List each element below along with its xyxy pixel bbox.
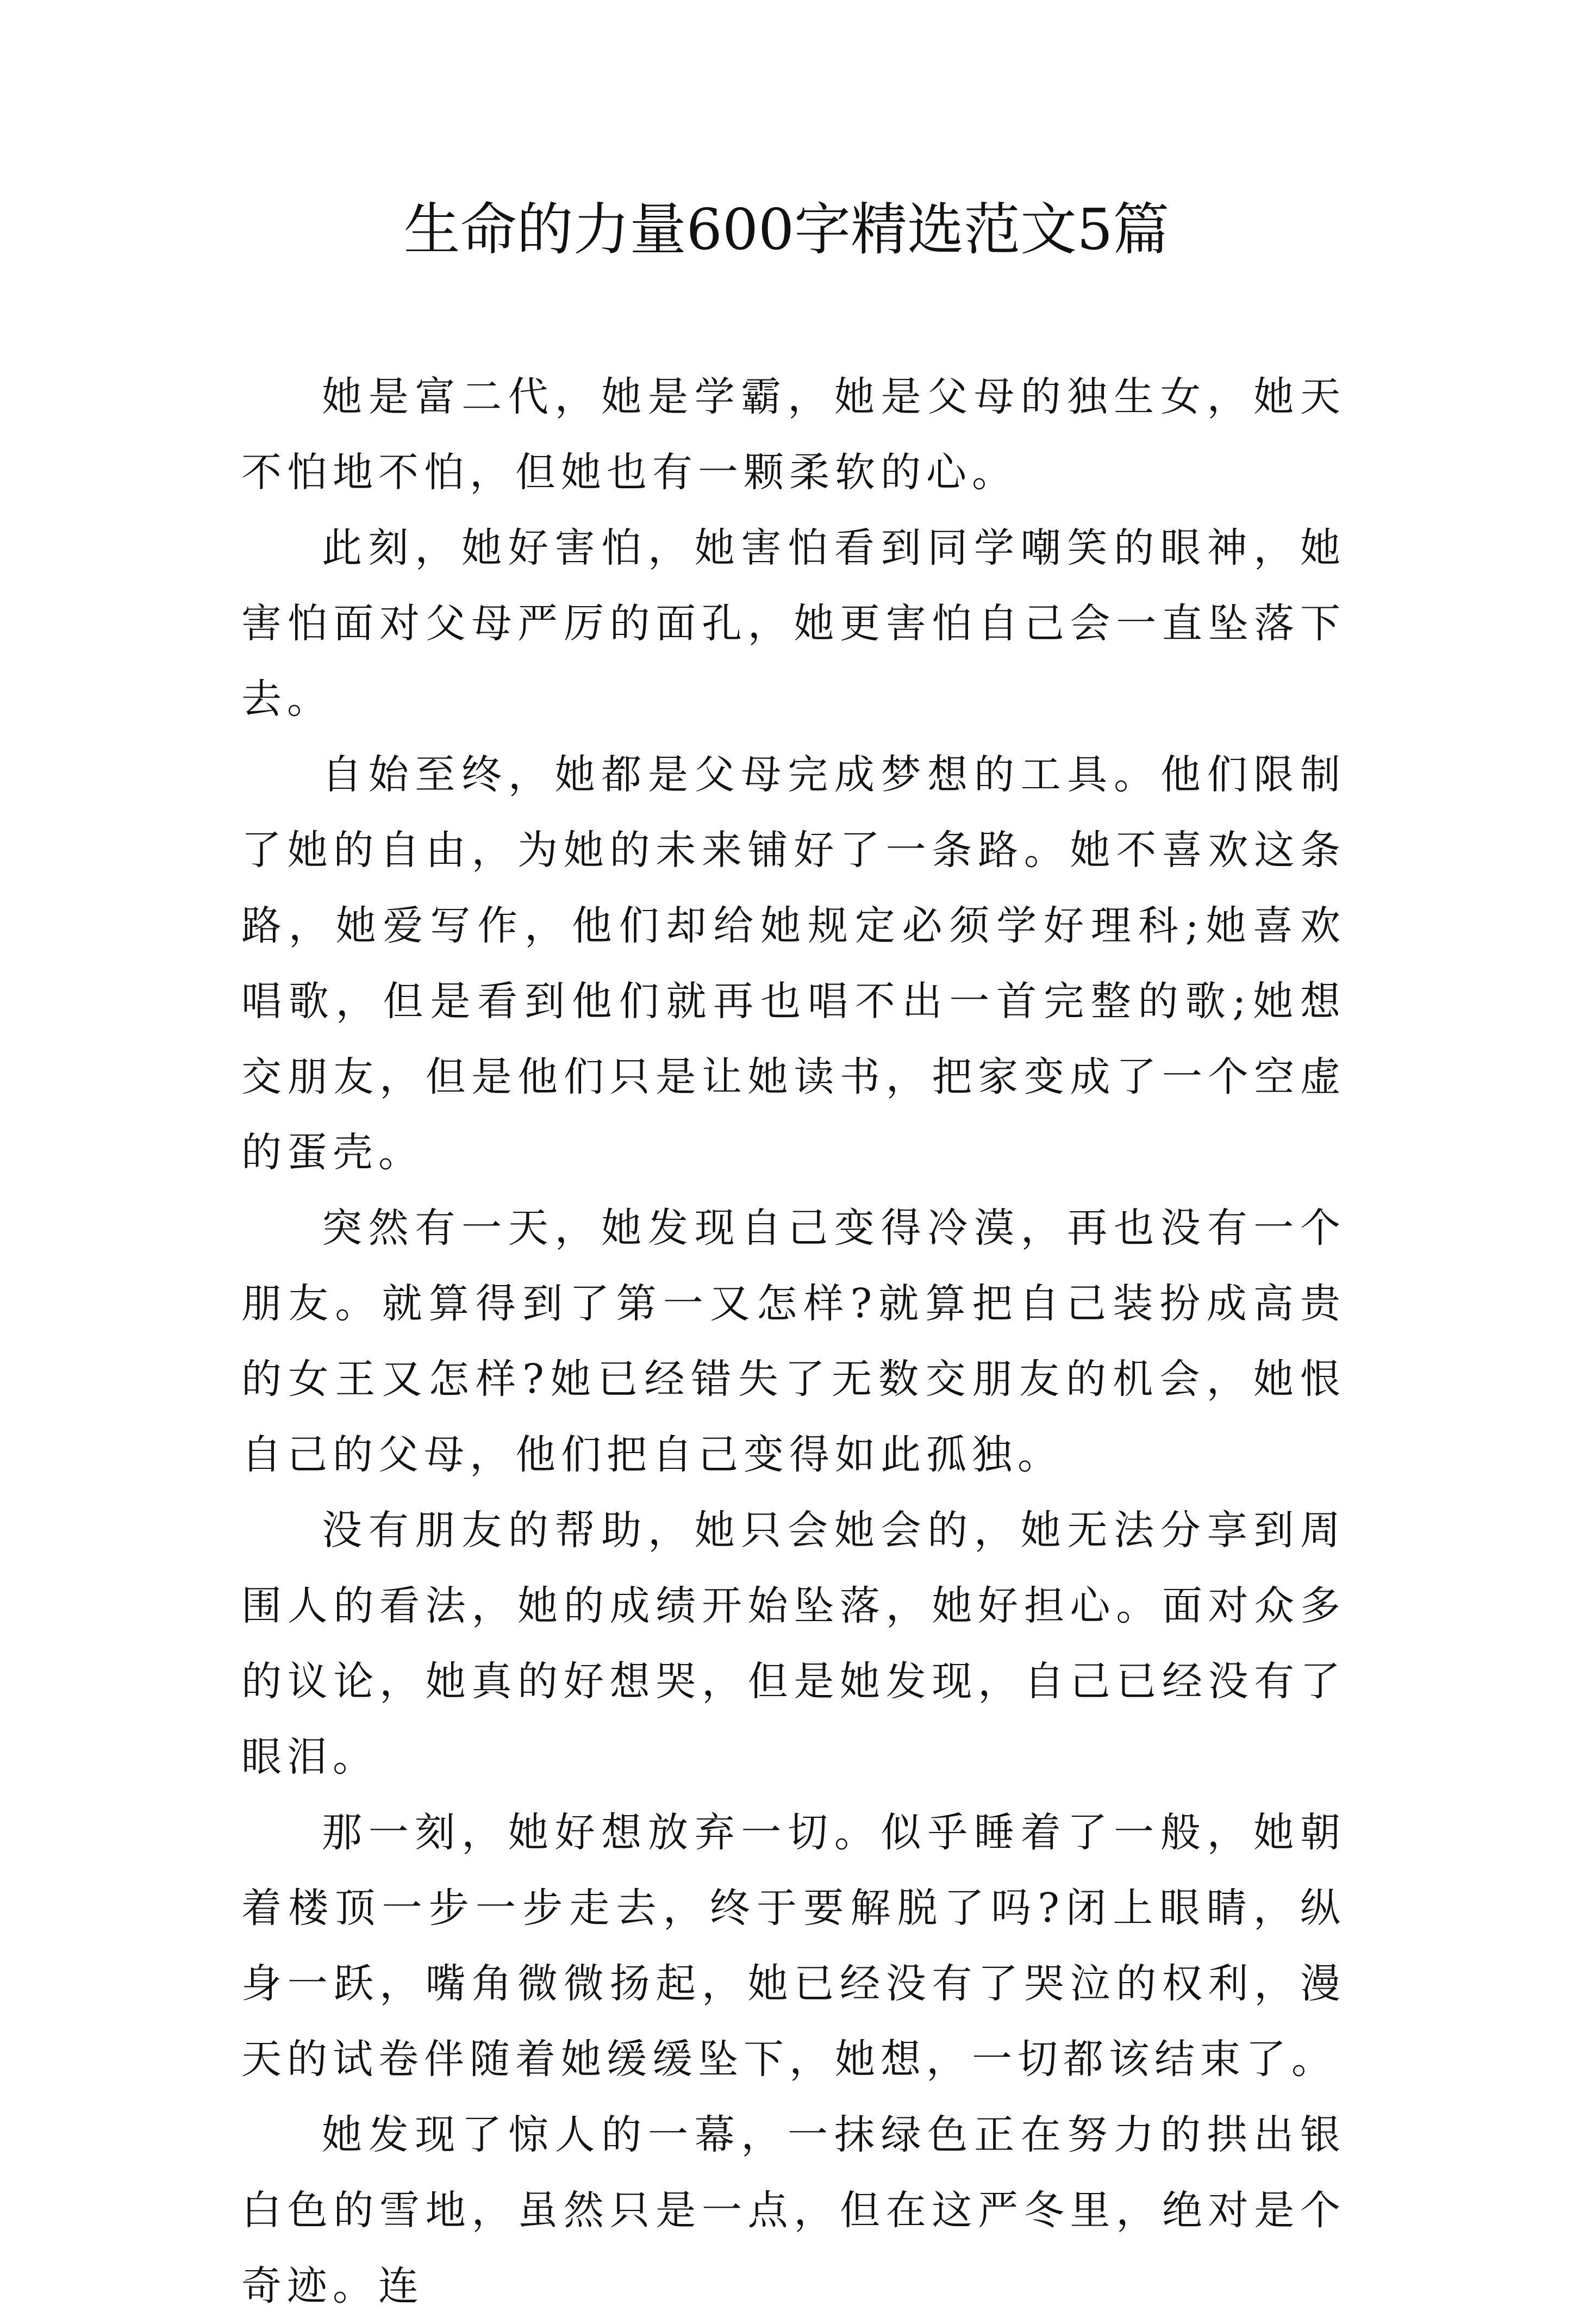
document-title: 生命的力量600字精选范文5篇 bbox=[403, 196, 1170, 263]
paragraph: 她是富二代，她是学霸，她是父母的独生女，她天不怕地不怕，但她也有一颗柔软的心。 bbox=[241, 373, 1346, 496]
paragraph: 那一刻，她好想放弃一切。似乎睡着了一般，她朝着楼顶一步一步走去，终于要解脱了吗?闭上眼睛，纵身一跃，嘴角微微扬起，她已经没有了哭泣的权利，漫天的试卷伴随着她缓缓坠下，她想，一切都该结束了。 bbox=[241, 1809, 1346, 2083]
paragraph: 自始至终，她都是父母完成梦想的工具。他们限制了她的自由，为她的未来铺好了一条路。她不喜欢这条路，她爱写作，他们却给她规定必须学好理科;她喜欢唱歌，但是看到他们就再也唱不出一首完整的歌;她想交朋友，但是他们只是让她读书，把家变成了一个空虚的蛋壳。 bbox=[241, 751, 1346, 1176]
paragraph: 没有朋友的帮助，她只会她会的，她无法分享到周围人的看法，她的成绩开始坠落，她好担心。面对众多的议论，她真的好想哭，但是她发现，自己已经没有了眼泪。 bbox=[241, 1507, 1346, 1780]
paragraph: 此刻，她好害怕，她害怕看到同学嘲笑的眼神，她害怕面对父母严厉的面孔，她更害怕自己会一直坠落下去。 bbox=[241, 525, 1346, 722]
paragraph: 突然有一天，她发现自己变得冷漠，再也没有一个朋友。就算得到了第一又怎样?就算把自己装扮成高贵的女王又怎样?她已经错失了无数交朋友的机会，她恨自己的父母，他们把自己变得如此孤独。 bbox=[241, 1205, 1346, 1478]
paragraph: 她发现了惊人的一幕，一抹绿色正在努力的拱出银白色的雪地，虽然只是一点，但在这严冬里，绝对是个奇迹。连 bbox=[241, 2111, 1346, 2309]
document-body bbox=[241, 359, 1346, 2324]
